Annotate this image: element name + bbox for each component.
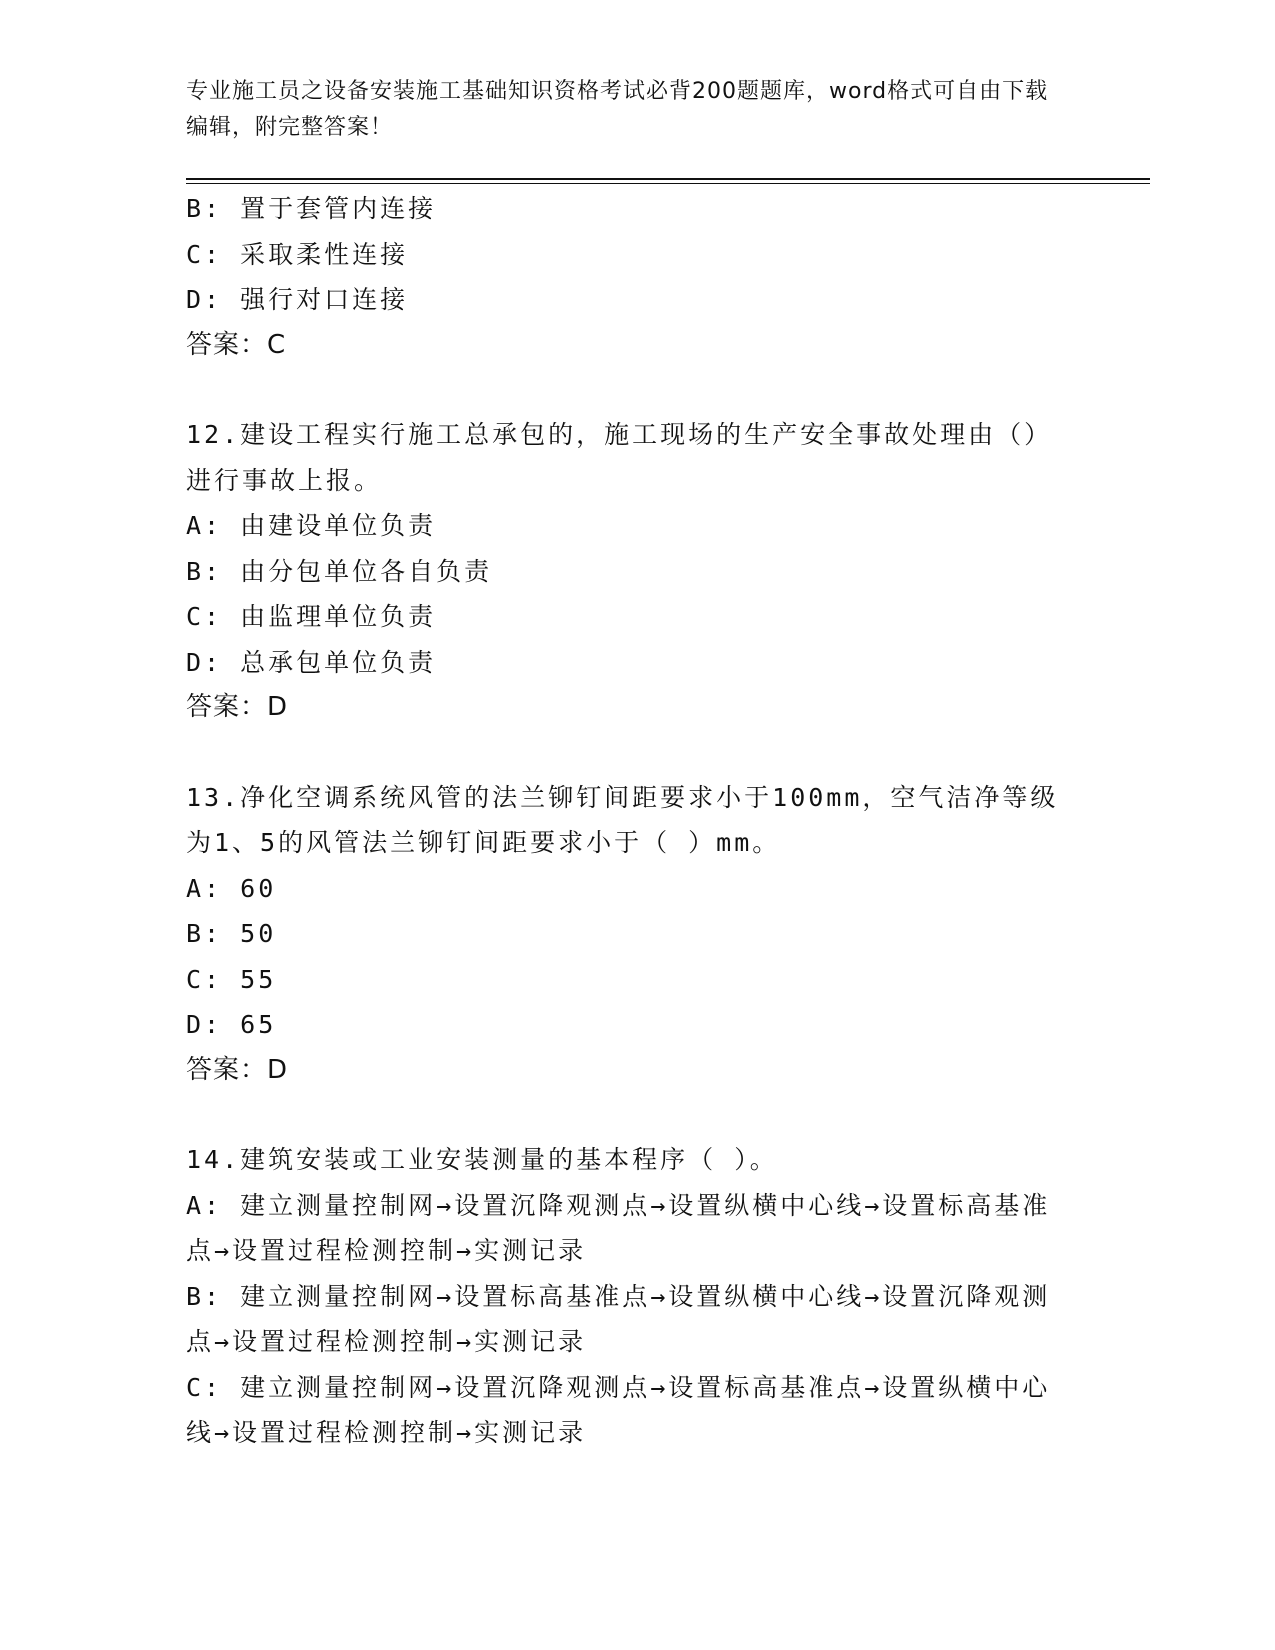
header-divider-thin xyxy=(186,183,1150,184)
option-c: C: 由监理单位负责 xyxy=(186,602,437,631)
option-c: C: 采取柔性连接 xyxy=(186,239,409,269)
option-a: A: 60 xyxy=(186,873,277,903)
question-13 xyxy=(186,775,1086,1094)
option-d: D: 65 xyxy=(186,1010,277,1039)
option-b: B: 建立测量控制网→设置标高基准点→设置纵横中心线→设置沉降观测点→设置过程检测控制→实测记录 xyxy=(186,1281,1051,1356)
option-a: A: 由建设单位负责 xyxy=(186,511,437,540)
header-divider xyxy=(186,178,1150,180)
option-b: B: 由分包单位各自负责 xyxy=(186,556,493,586)
document-header: 专业施工员之设备安装施工基础知识资格考试必背200题题库，word格式可自由下载编辑，附完整答案！ xyxy=(186,79,1049,140)
question-text: 13.净化空调系统风管的法兰铆钉间距要求小于100mm，空气洁净等级为1、5的风管法兰铆钉间距要求小于（ ）mm。 xyxy=(186,782,1059,857)
continued-question xyxy=(186,186,1086,368)
question-list xyxy=(186,186,1086,1456)
answer-line: 答案：D xyxy=(186,1054,289,1085)
option-d: D: 总承包单位负责 xyxy=(186,647,437,677)
option-b: B: 50 xyxy=(186,919,277,948)
answer-line: 答案：C xyxy=(186,329,287,360)
option-c: C: 建立测量控制网→设置沉降观测点→设置标高基准点→设置纵横中心线→设置过程检测控制→实测记录 xyxy=(186,1372,1051,1447)
option-c: C: 55 xyxy=(186,964,277,994)
option-b: B: 置于套管内连接 xyxy=(186,194,437,223)
option-d: D: 强行对口连接 xyxy=(186,285,409,314)
question-text: 12.建设工程实行施工总承包的，施工现场的生产安全事故处理由（）进行事故上报。 xyxy=(186,420,1053,495)
question-12 xyxy=(186,412,1086,731)
question-14 xyxy=(186,1137,1086,1456)
option-a: A: 建立测量控制网→设置沉降观测点→设置纵横中心线→设置标高基准点→设置过程检测控制→实测记录 xyxy=(186,1190,1051,1265)
question-text: 14.建筑安装或工业安装测量的基本程序（ ）。 xyxy=(186,1145,778,1174)
answer-line: 答案：D xyxy=(186,692,289,722)
